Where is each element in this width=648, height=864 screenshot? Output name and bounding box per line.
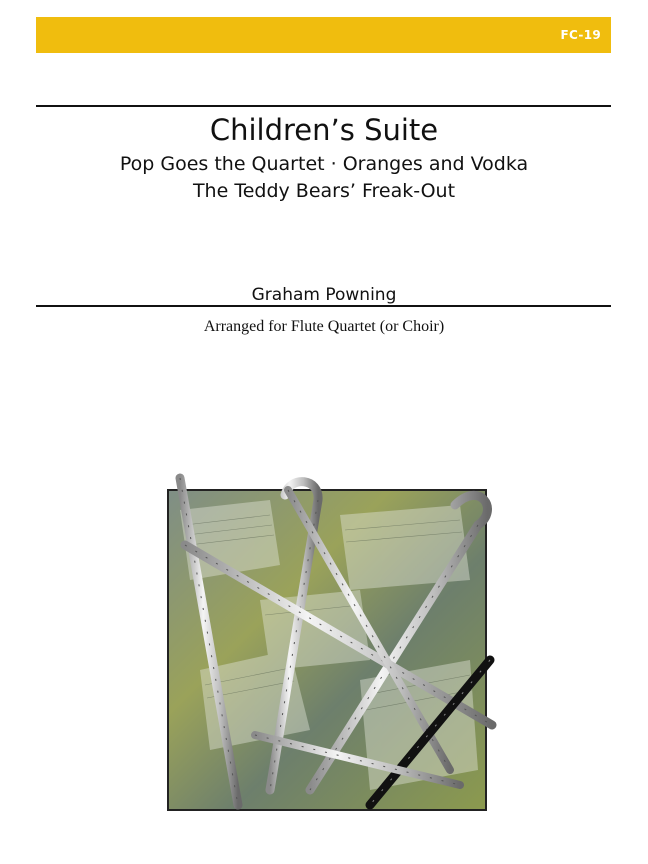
page-title: Children’s Suite	[209, 113, 439, 147]
catalog-code: FC-19	[560, 28, 601, 42]
top-banner	[36, 17, 611, 53]
arrangement-note: Arranged for Flute Quartet (or Choir)	[203, 318, 445, 335]
composer-divider	[36, 305, 611, 307]
top-divider	[36, 105, 611, 107]
composer-name: Graham Powning	[251, 285, 397, 305]
subtitle-line-2: The Teddy Bears’ Freak-Out	[192, 180, 456, 202]
crossed-flutes-icon	[160, 470, 500, 815]
subtitle-line-1: Pop Goes the Quartet · Oranges and Vodka	[119, 153, 529, 175]
